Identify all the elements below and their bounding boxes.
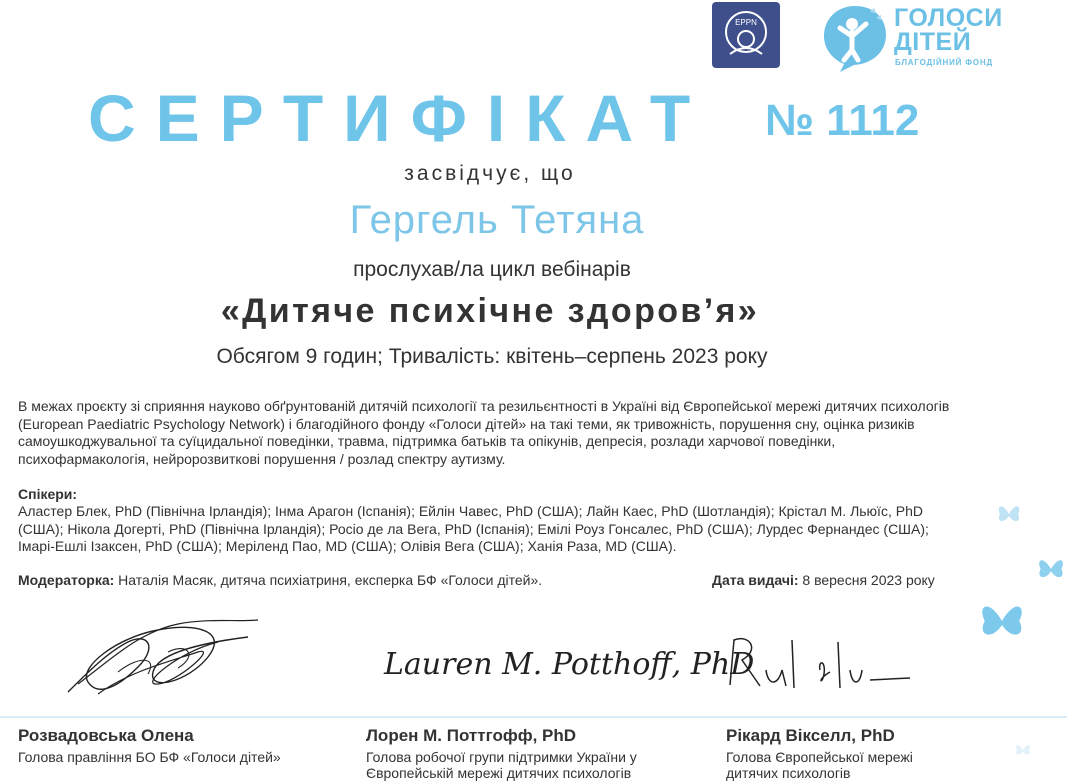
- course-duration: Обсягом 9 годин; Тривалість: квітень–серпень 2023 року: [216, 345, 768, 368]
- certificate-number: № 1112: [765, 96, 920, 145]
- certifies-text: засвідчує, що: [404, 162, 576, 185]
- butterfly-icon: [996, 502, 1022, 531]
- golosy-subtitle: БЛАГОДІЙНИЙ ФОНД: [895, 58, 993, 67]
- recipient-name: Гергель Тетяна: [349, 198, 645, 242]
- svg-text:EPPN: EPPN: [735, 18, 757, 27]
- signer-2: [366, 726, 686, 781]
- signer-name: Лорен М. Поттгофф, PhD: [366, 726, 577, 745]
- moderator-value: Наталія Масяк, дитяча психіатриня, експерка БФ «Голоси дітей».: [114, 572, 543, 588]
- issue-date-line: [712, 572, 935, 588]
- signer-1: [18, 726, 338, 765]
- speakers-label: Спікери:: [18, 486, 78, 502]
- signer-role: Голова Європейської мережі дитячих психологів: [726, 749, 913, 781]
- signature-potthoff: [380, 630, 755, 690]
- butterfly-icon: [976, 598, 1028, 649]
- butterfly-icon: [1014, 742, 1032, 763]
- signer-3: [726, 726, 956, 781]
- signer-name: Рікард Вікселл, PhD: [726, 726, 895, 745]
- footer-divider: [0, 716, 1067, 718]
- signer-name: Розвадовська Олена: [18, 726, 194, 745]
- issue-date-value: 8 вересня 2023 року: [798, 572, 935, 588]
- certificate-title: СЕРТИФІКАТ: [88, 81, 711, 155]
- golosy-ditei-logo: [822, 2, 1022, 74]
- svg-text:Lauren M. Potthoff, PhD: Lauren M. Potthoff, PhD: [384, 647, 755, 682]
- signer-role: Голова правління БО БФ «Голоси дітей»: [18, 749, 281, 765]
- signature-rozvadovska: [58, 612, 268, 707]
- golosy-line2: ДІТЕЙ: [894, 28, 972, 56]
- attended-text: прослухав/ла цикл вебінарів: [353, 258, 631, 281]
- course-title: «Дитяче психічне здоров’я»: [220, 292, 760, 330]
- eppn-logo: [712, 2, 780, 68]
- signer-role: Голова робочої групи підтримки України у Європейській мережі дитячих психологів: [366, 749, 637, 781]
- course-description: В межах проєкту зі сприяння науково обґрунтованій дитячій психології та резильєнтності в Україні від Європейської мережі дитячих психологів (European Paediatric Psychology Network) і благодійного фонду «Голоси дітей» на такі теми, як тривожність, порушення сну, оцінка ризиків самоушкоджувальної та суїцидальної поведінки, травма, підтримка батьків та опікунів, депресія, розлади харчової поведінки, психофармакологія, нейророзвиткові порушення / розлад спектру аутизму.: [18, 398, 950, 467]
- child-silhouette-icon: [822, 2, 888, 72]
- moderator-label: Модераторка:: [18, 572, 115, 588]
- speakers-list: Аластер Блек, PhD (Північна Ірландія); Інма Арагон (Іспанія); Ейлін Чавес, PhD (США); Лайн Каес, PhD (Шотландія); Крістал М. Льюїс, PhD (США); Нікола Догерті, PhD (Північна Ірландія); Росіо де ла Вега, PhD (Іспанія); Емілі Роуз Гонсалес, PhD (США); Лурдес Фернандес (США); Імарі-Ешлі Ізаксен, PhD (США); Меріленд Пао, MD (США); Олівія Вега (США); Ханія Раза, MD (США).: [18, 503, 929, 554]
- butterfly-icon: [1036, 555, 1066, 588]
- signature-wicksell: [720, 630, 920, 700]
- issue-date-label: Дата видачі:: [712, 572, 799, 588]
- moderator-line: [18, 572, 542, 588]
- golosy-line1: ГОЛОСИ: [894, 4, 1003, 32]
